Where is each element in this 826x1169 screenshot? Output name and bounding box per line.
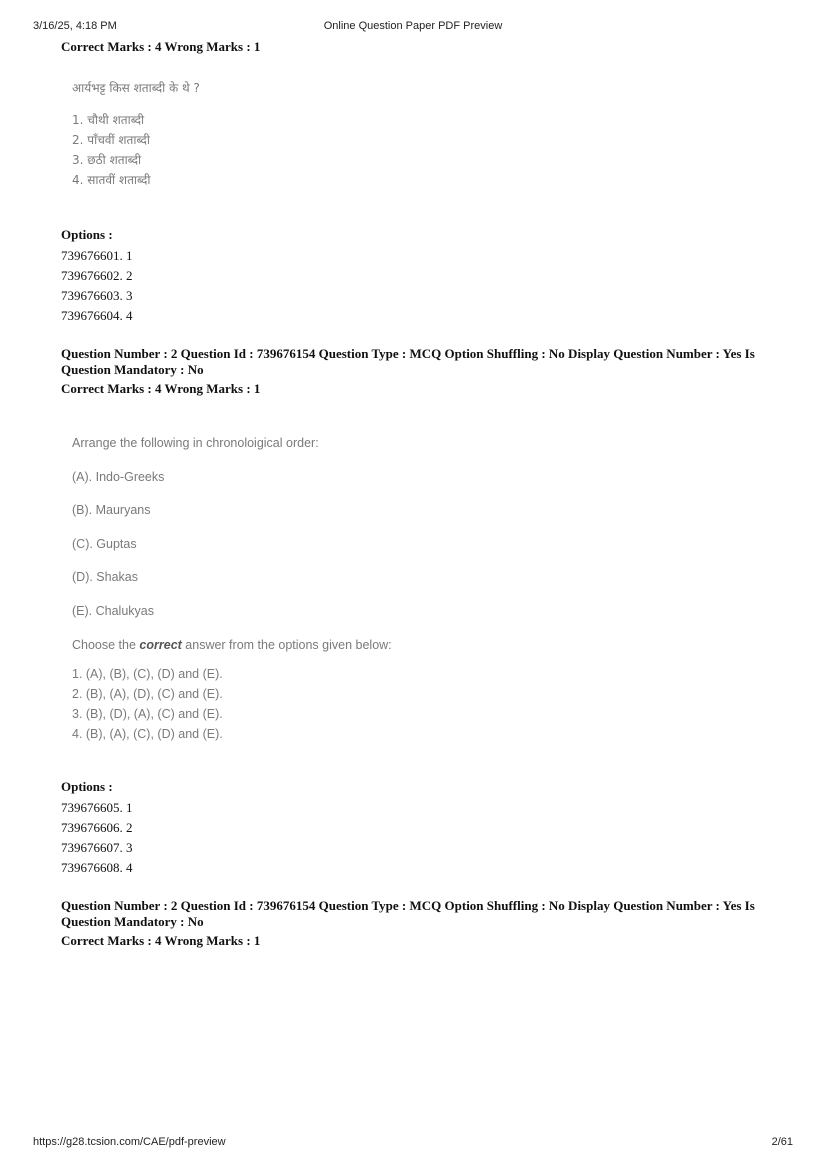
q2-item: (B). Mauryans <box>72 503 151 518</box>
q2-meta: Question Number : 2 Question Id : 739676154 Question Type : MCQ Option Shuffling : No Display Question Number : Yes Is Question Mandatory : No <box>61 346 755 377</box>
q2-choice: 1. (A), (B), (C), (D) and (E). <box>72 667 223 682</box>
q3-meta: Question Number : 2 Question Id : 739676154 Question Type : MCQ Option Shuffling : No Display Question Number : Yes Is Question Mandatory : No <box>61 898 755 929</box>
q2-item: (C). Guptas <box>72 536 137 551</box>
q1-option: 739676602. 2 <box>61 268 133 283</box>
page-url: https://g28.tcsion.com/CAE/pdf-preview <box>33 1136 226 1148</box>
q2-instruction-post: answer from the options given below: <box>181 637 392 652</box>
q1-option: 739676601. 1 <box>61 248 133 263</box>
q2-options-title: Options : <box>61 779 113 794</box>
print-datetime: 3/16/25, 4:18 PM <box>33 20 117 32</box>
q1-choice: 1. चौथी शताब्दी <box>72 113 145 127</box>
q1-marks: Correct Marks : 4 Wrong Marks : 1 <box>61 39 261 54</box>
q1-options <box>61 227 781 326</box>
q1-options-title: Options : <box>61 227 113 242</box>
q2-option: 739676608. 4 <box>61 860 133 875</box>
q1-question-image <box>72 79 781 203</box>
q1-choice: 2. पाँचवीं शताब्दी <box>72 133 150 147</box>
q2-option: 739676605. 1 <box>61 800 133 815</box>
q1-choice-list <box>72 110 781 190</box>
q1-choice: 4. सातवीं शताब्दी <box>72 173 151 187</box>
q1-option: 739676603. 3 <box>61 288 133 303</box>
q2-options <box>61 779 781 878</box>
q2-choice-list <box>72 664 781 744</box>
q2-question-text: Arrange the following in chronoloigical order: <box>72 436 319 450</box>
q1-option: 739676604. 4 <box>61 308 133 323</box>
q1-choice: 3. छठी शताब्दी <box>72 153 142 167</box>
print-title: Online Question Paper PDF Preview <box>323 20 503 32</box>
q2-instruction-emphasis: correct <box>139 637 182 652</box>
q2-choice: 2. (B), (A), (D), (C) and (E). <box>72 687 223 702</box>
q2-item: (E). Chalukyas <box>72 603 154 618</box>
q2-item: (A). Indo-Greeks <box>72 469 165 484</box>
q2-marks: Correct Marks : 4 Wrong Marks : 1 <box>61 381 261 396</box>
page-content <box>61 39 781 949</box>
page-number: 2/61 <box>771 1136 793 1148</box>
q2-instruction <box>72 629 781 663</box>
q2-item: (D). Shakas <box>72 570 138 585</box>
question-1 <box>61 39 781 326</box>
q2-option: 739676606. 2 <box>61 820 133 835</box>
q2-instruction-pre: Choose the <box>72 637 140 652</box>
q2-option: 739676607. 3 <box>61 840 133 855</box>
question-3 <box>61 898 781 949</box>
q3-marks: Correct Marks : 4 Wrong Marks : 1 <box>61 933 261 948</box>
q2-choice: 3. (B), (D), (A), (C) and (E). <box>72 707 223 722</box>
q2-question-image <box>72 427 781 757</box>
question-2 <box>61 346 781 878</box>
q2-choice: 4. (B), (A), (C), (D) and (E). <box>72 727 223 742</box>
q1-question-text: आर्यभट्ट किस शताब्दी के थे ? <box>72 81 200 95</box>
